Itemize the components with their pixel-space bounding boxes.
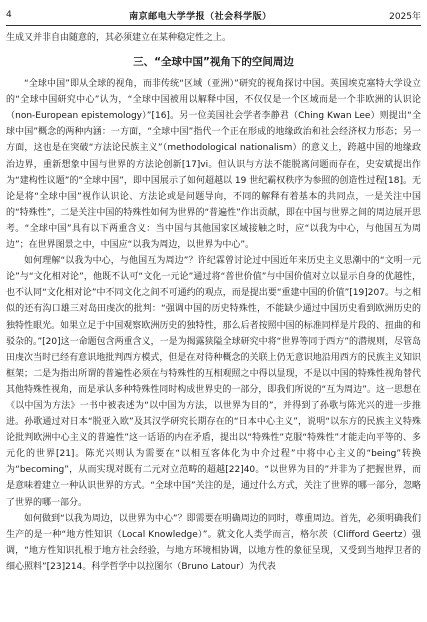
- journal-year: 2025年: [389, 11, 421, 22]
- paragraph-self-as-periphery: 如何做到“以我为周边，以世界为中心”？即需要在明确周边的同时，尊重周边。首先，必须明确我们生产的是一种“地方性知识（Local Knowledge）”。就文化人类学而言，格尔茨（Clifford Geertz）强调，“地方性知识扎根于地方社会经验，与地方环境相协调，以地方性的象征呈现，又受到当地捍卫者的细心照料”[23]214。科学哲学中以拉图尔（Bruno Latour）为代表: [6, 513, 421, 572]
- section-heading: 三、“全球中国”视角下的空间周边: [133, 56, 294, 69]
- article-body: [6, 30, 421, 575]
- page-number: 4: [6, 10, 12, 20]
- page-header: [6, 5, 421, 26]
- paragraph-global-china: “全球中国”即从全球的视角，而非传统“区域（亚洲）”研究的视角探讨中国。英国埃克塞特大学设立的“全球中国研究中心”认为，“全球中国被用以解释中国，不仅仅是一个区域而是一个非欧洲的认识论（non-European epistemology）”[16]。另一位美国社会学者李静君（Ching Kwan Lee）则提出“全球中国”概念的两种内涵：一方面，“全球中国”指代一个正在形成的地缘政治和社会经济权力形态；另一方面，这也是在突破“方法论民族主义”（methodological nationalism）的意义上，跨越中国的地缘政治边界，重新想象中国与世界的方法论创新[17]vi。但认识与方法不能脱离问题而存在，史安斌提出作为“建构性议题”的“全球中国”，即中国展示了如何超越以 19 世纪霸权秩序为参照的创造性过程[18]。无论是将“全球中国”视作认识论、方法论或是问题导向，不同的解释有着基本的共同点，一是关注中国的“特殊性”，二是关注中国的特殊性如何为世界的“普遍性”作出贡献，即在中国与世界之间的周边展开思考。“全球中国”具有以下两重含义：当中国与其他国家区域接触之时，应“以我为中心，与他国互为周边”；在世界图景之中，中国应“以我为周边，以世界为中心”。: [6, 79, 421, 251]
- paragraph-continuation: 生成又并非自由随意的，其必须建立在某种稳定性之上。: [6, 33, 232, 43]
- journal-title: 南京邮电大学学报（社会科学版）: [129, 11, 272, 22]
- paragraph-mutual-periphery: 如何理解“以我为中心，与他国互为周边”？许纪霖曾讨论过中国近年来历史主义思潮中的“文明一元论”与“文化相对论”，他既不认可“文化一元论”通过将“普世价值”与中国价值对立以显示自身的优越性，也不认同“文化相对论”中不同文化之间不可通约的观点，而是提出要“重建中国的价值”[19]207。与之相似的还有沟口雄三对岛田虔次的批判：“强调中国的历史特殊性，不能缺少通过中国历史看到欧洲历史的独特性眼光。如果立足于中国观察欧洲历史的独特性，那么后者按照中国的标准同样是片段的、扭曲的和驳杂的。”[20]这一命题包含两重含义，一是为揭露狭隘全球研究中将“世界等同于西方”的潜规则，尽管岛田虔次当时已经有意识地批判西方模式，但是在对待种概念的关联上仍无意识地沿用西方的民族主义知识框架；二是为指出所谓的普遍性必须在与特殊性的互相观照之中得以显现，不是以中国的特殊性视角替代其他特殊性视角，而是承认多种特殊性同时构成世界史的一部分，即我们所说的“互为周边”。这一思想在《以中国为方法》一书中被表述为“以中国为方法，以世界为目的”，并得到了孙歌与陈光兴的进一步推进。孙歌通过对日本“脱亚入欧”及其汉学研究长期存在的“日本中心主义”，说明“以东方的民族主义特殊论批判欧洲中心主义的普遍性”这一话语的内在矛盾，提出以“特殊性”克服“特殊性”才能走向平等的、多元化的世界[21]。陈光兴则认为需要在“以相互客体化为中介过程”中将中心主义的“being”转换为“becoming”，从而实现对既有二元对立范畴的超越[22]40。“以世界为目的”并非为了把握世界，而是意味着建立一种认识世界的方式。“全球中国”关注的是，通过什么方式，关注了世界的哪一部分，忽略了世界的哪一部分。: [6, 256, 421, 508]
